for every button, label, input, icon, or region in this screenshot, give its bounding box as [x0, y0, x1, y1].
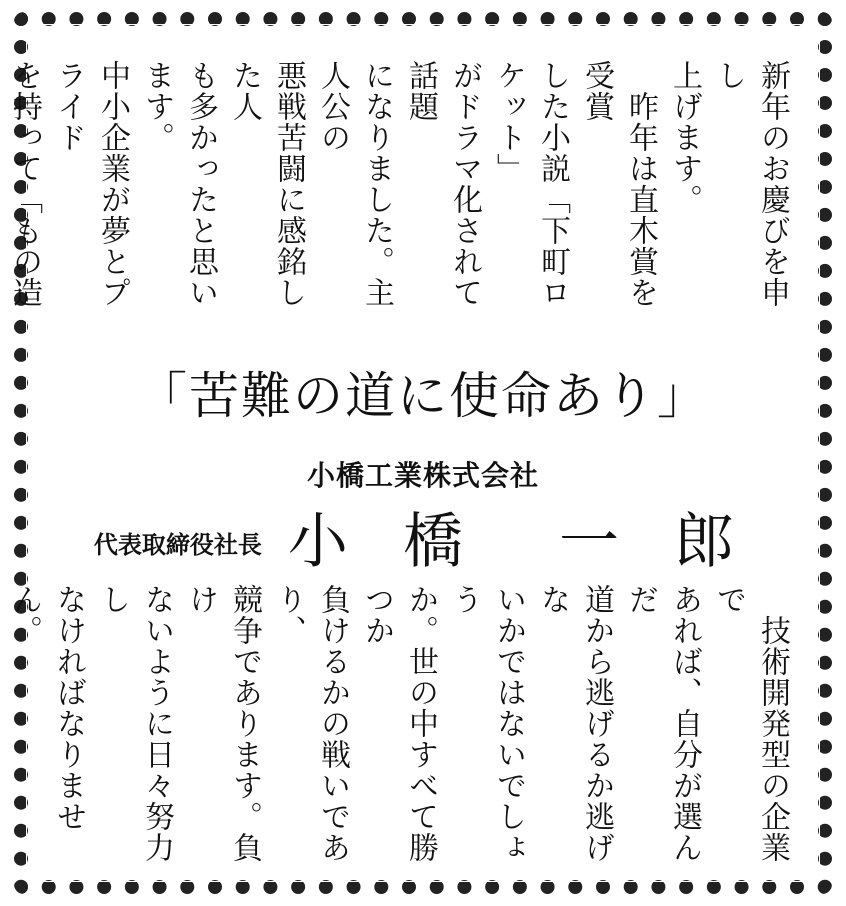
headline: 「苦難の道に使命あり」	[137, 367, 709, 425]
role-title: 代表取締役社長	[93, 531, 262, 559]
greeting-text: 新年のお慶びを申し 上げます。 昨年は直木賞を受賞 した小説「下町ロケット」 がドラマ化されて話題 になりました。主人公の 悪戦苦闘に感銘した人 も多かったと思います。 中小企業が夢とプライド を持って「もの造	[7, 60, 790, 308]
signature-line	[0, 507, 846, 577]
message-text: 技術開発型の企業で あれば、自分が選んだ 道から逃げるか逃げな いかではないでしょう か。世の中すべて勝つか 負けるかの戦いであり、 競争であります。負け ないように日々努力し なければなりません。	[7, 584, 790, 863]
person-name: 小 橋 一 郎	[287, 507, 753, 577]
company-name: 小橋工業株式会社	[306, 459, 539, 492]
